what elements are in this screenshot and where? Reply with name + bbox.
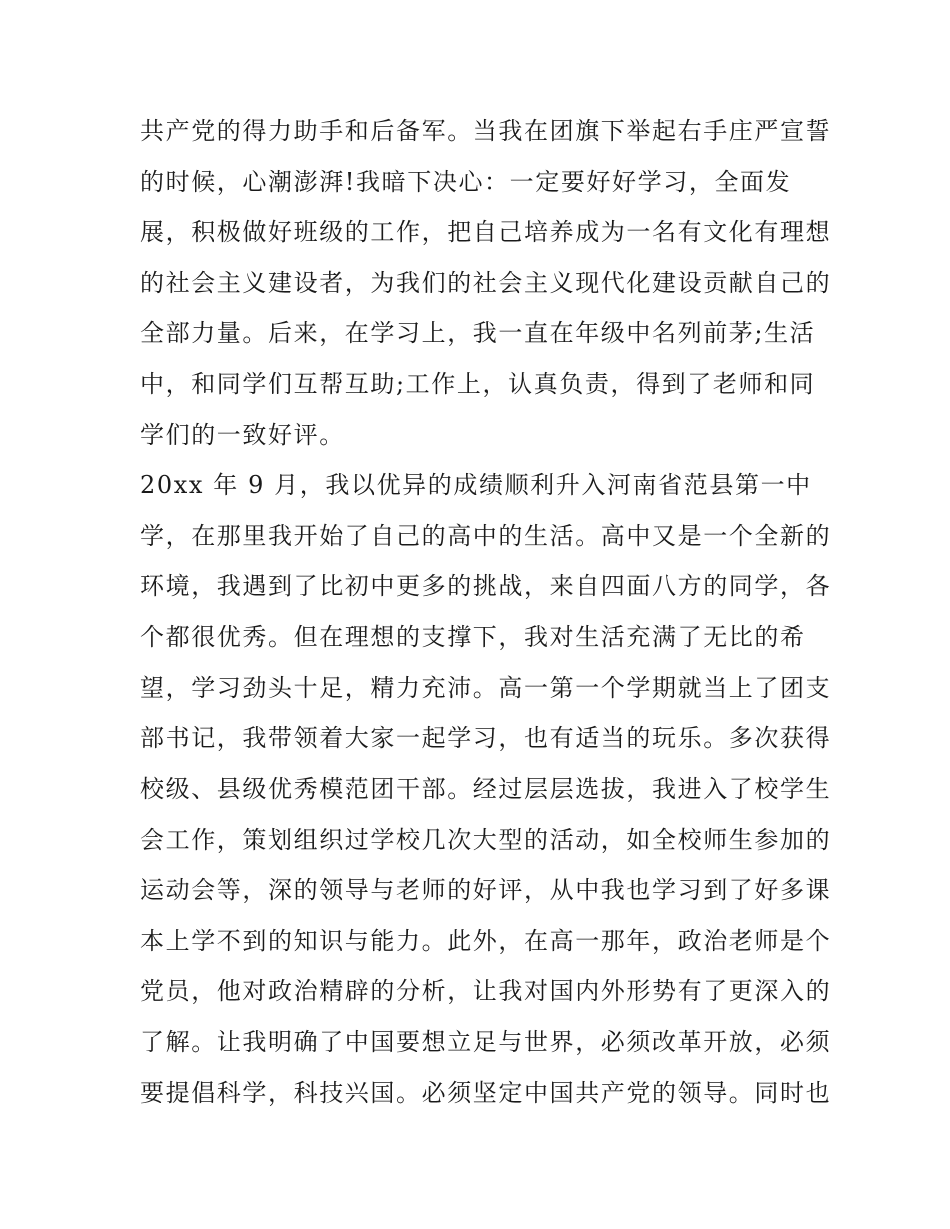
text-line: 望，学习劲头十足，精力充沛。高一第一个学期就当上了团支 — [140, 674, 832, 702]
text-line: 展，积极做好班级的工作，把自己培养成为一名有文化有理想 — [140, 218, 832, 246]
text-line: 中，和同学们互帮互助;工作上，认真负责，得到了老师和同 — [140, 370, 816, 398]
text-line: 环境，我遇到了比初中更多的挑战，来自四面八方的同学，各 — [140, 572, 832, 600]
text-line: 会工作，策划组织过学校几次大型的活动，如全校师生参加的 — [140, 826, 832, 854]
text-line: 部书记，我带领着大家一起学习，也有适当的玩乐。多次获得 — [140, 724, 832, 752]
text-line: 校级、县级优秀模范团干部。经过层层选拔，我进入了校学生 — [140, 775, 832, 803]
text-line: 要提倡科学，科技兴国。必须坚定中国共产党的领导。同时也 — [140, 1079, 832, 1107]
text-line: 全部力量。后来，在学习上，我一直在年级中名列前茅;生活 — [140, 319, 816, 347]
text-line: 的社会主义建设者，为我们的社会主义现代化建设贡献自己的 — [140, 269, 832, 297]
text-line: 了解。让我明确了中国要想立足与世界，必须改革开放，必须 — [140, 1028, 832, 1056]
text-line: 20xx 年 9 月，我以优异的成绩顺利升入河南省范县第一中 — [140, 471, 812, 499]
text-line: 学，在那里我开始了自己的高中的生活。高中又是一个全新的 — [140, 522, 832, 550]
text-line: 共产党的得力助手和后备军。当我在团旗下举起右手庄严宣誓 — [140, 117, 832, 145]
text-line: 运动会等，深的领导与老师的好评，从中我也学习到了好多课 — [140, 876, 832, 904]
text-line: 本上学不到的知识与能力。此外，在高一那年，政治老师是个 — [140, 927, 832, 955]
text-line: 个都很优秀。但在理想的支撑下，我对生活充满了无比的希 — [140, 623, 806, 651]
text-line: 学们的一致好评。 — [140, 421, 345, 449]
text-line: 的时候，心潮澎湃!我暗下决心：一定要好好学习，全面发 — [140, 168, 792, 196]
text-line: 党员，他对政治精辟的分析，让我对国内外形势有了更深入的 — [140, 977, 832, 1005]
